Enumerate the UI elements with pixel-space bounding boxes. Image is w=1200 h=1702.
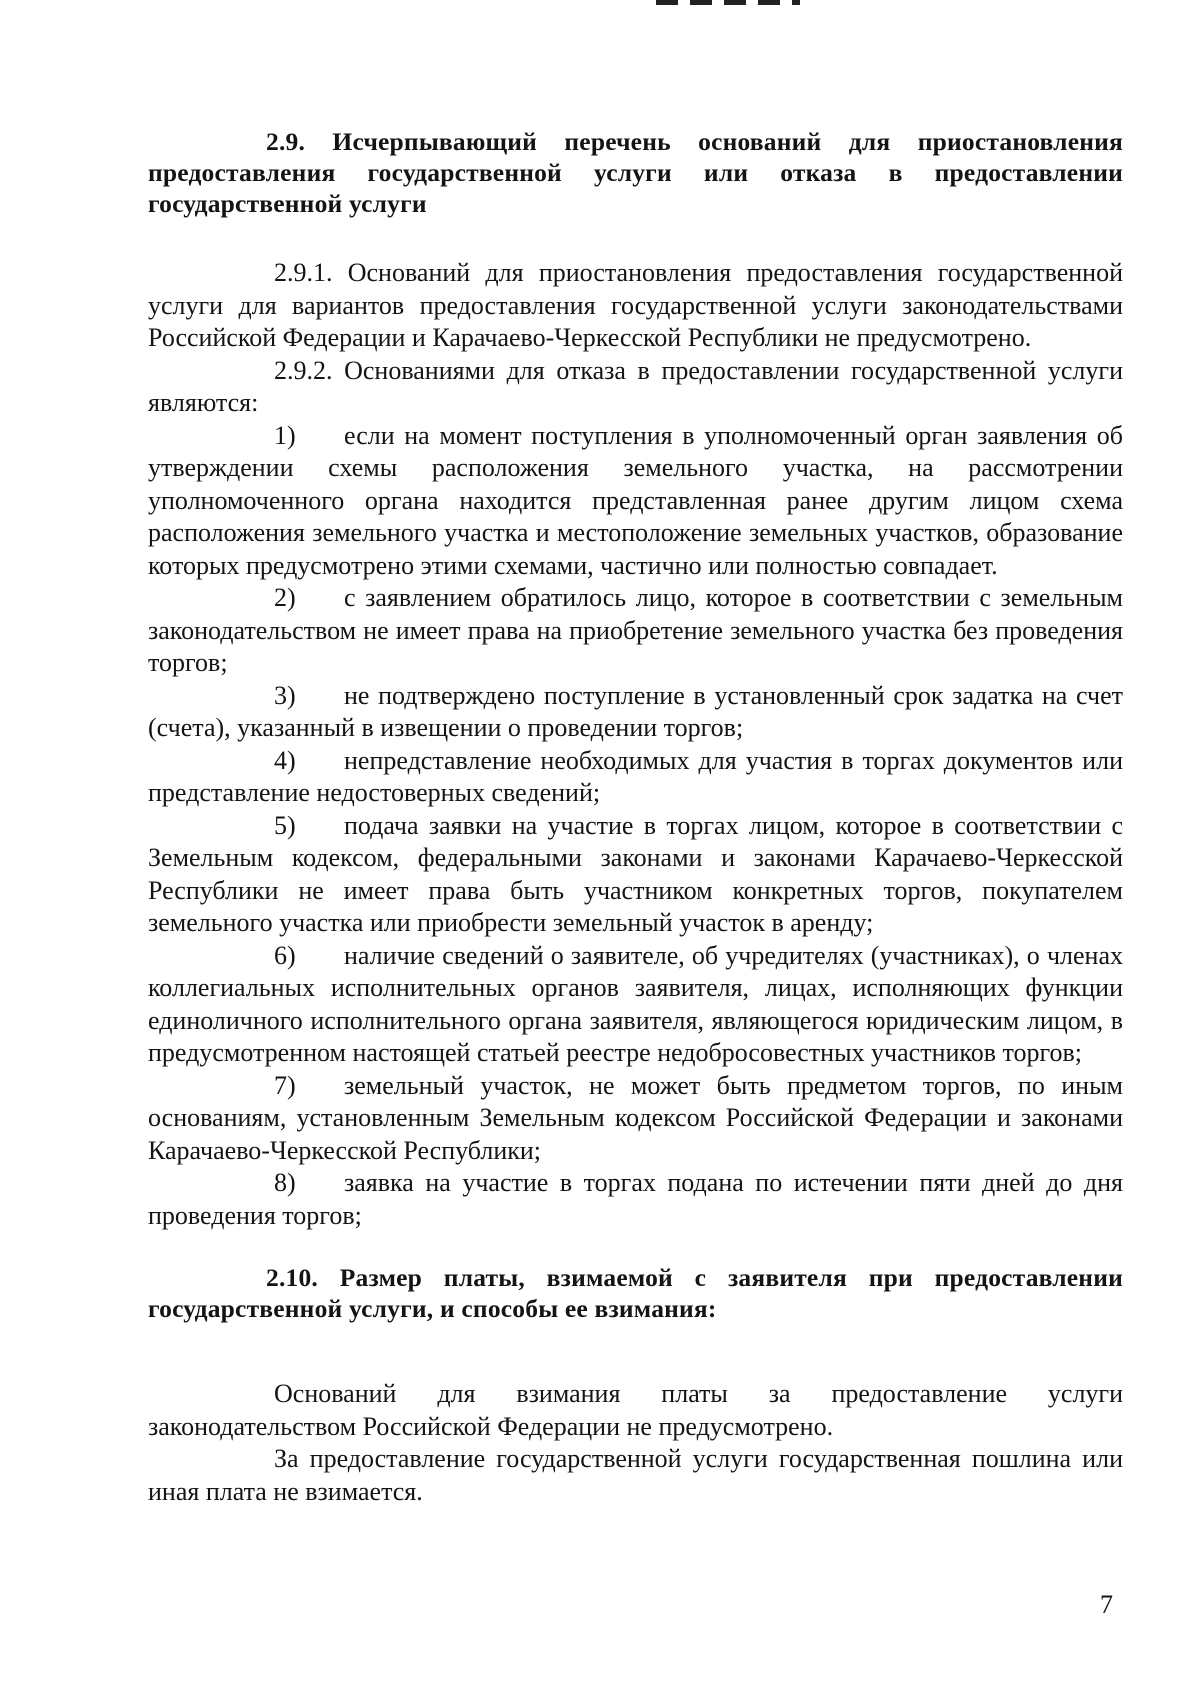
list-item-text: с заявлением обратилось лицо, которое в соответствии с земельным законодательством не имеет права на приобретение земельного участка без проведения торгов;	[148, 583, 1123, 677]
paragraph-2-9-1: 2.9.1. Оснований для приостановления предоставления государственной услуги для вариантов предоставления государственной услуги законодательствами Российской Федерации и Карачаево-Черкесской Республики не предусмотрено.	[148, 258, 1123, 352]
list-item-text: наличие сведений о заявителе, об учредителях (участниках), о членах коллегиальных исполнительных органов заявителя, лицах, исполняющих функции единоличного исполнительного органа заявителя, являющегося юридическим лицом, в предусмотренном настоящей статьей реестре недобросовестных участников торгов;	[148, 940, 1123, 1067]
list-item-text: заявка на участие в торгах подана по истечении пяти дней до дня проведения торгов;	[148, 1168, 1123, 1230]
section-2-9-heading: 2.9. Исчерпывающий перечень оснований для приостановления предоставления государственной услуги или отказа в предоставлении государственной услуги	[148, 127, 1123, 218]
list-item-text: земельный участок, не может быть предметом торгов, по иным основаниям, установленным Земельным кодексом Российской Федерации и законами Карачаево-Черкесской Республики;	[148, 1070, 1123, 1165]
refusal-grounds-list	[148, 420, 1123, 1233]
paragraph-2-10-duty: За предоставление государственной услуги государственная пошлина или иная плата не взимается.	[148, 1444, 1123, 1506]
list-item-text: не подтверждено поступление в установленный срок задатка на счет (счета), указанный в извещении о проведении торгов;	[148, 680, 1123, 742]
list-item-number: 8)	[274, 1168, 296, 1197]
paragraph-2-9-2: 2.9.2. Основаниями для отказа в предоставлении государственной услуги являются:	[148, 355, 1123, 417]
list-item	[148, 582, 1123, 680]
document-body	[148, 118, 1123, 1508]
list-item	[148, 810, 1123, 940]
list-item	[148, 1167, 1123, 1232]
list-item-text: подача заявки на участие в торгах лицом, которое в соответствии с Земельным кодексом, федеральными законами и законами Карачаево-Черкесской Республики не имеет права быть участником конкретных торгов, покупателем земельного участка или приобрести земельный участок в аренду;	[148, 810, 1123, 937]
list-item-number: 1)	[274, 420, 296, 450]
list-item	[148, 420, 1123, 583]
section-2-10-heading: 2.10. Размер платы, взимаемой с заявителя при предоставлении государственной услуги, и способы ее взимания:	[148, 1263, 1123, 1323]
list-item	[148, 1070, 1123, 1168]
list-item-number: 5)	[274, 810, 296, 840]
list-item	[148, 745, 1123, 810]
list-item-number: 6)	[274, 940, 296, 970]
list-item	[148, 680, 1123, 745]
list-item-number: 2)	[274, 583, 296, 612]
list-item-number: 3)	[274, 680, 296, 710]
list-item-text: если на момент поступления в уполномоченный орган заявления об утверждении схемы расположения земельного участка, на рассмотрении уполномоченного органа находится представленная ранее другим лицом схема расположения земельного участка и местоположение земельных участков, образование которых предусмотрено этими схемами, частично или полностью совпадает.	[148, 420, 1123, 580]
list-item-number: 7)	[274, 1070, 296, 1100]
list-item	[148, 940, 1123, 1070]
paragraph-2-10-fee: Оснований для взимания платы за предоставление услуги законодательством Российской Федерации не предусмотрено.	[148, 1379, 1123, 1441]
scan-top-marks	[650, 0, 830, 8]
list-item-number: 4)	[274, 745, 296, 775]
page-number: 7	[1100, 1590, 1113, 1619]
list-item-text: непредставление необходимых для участия в торгах документов или представление недостоверных сведений;	[148, 745, 1123, 807]
